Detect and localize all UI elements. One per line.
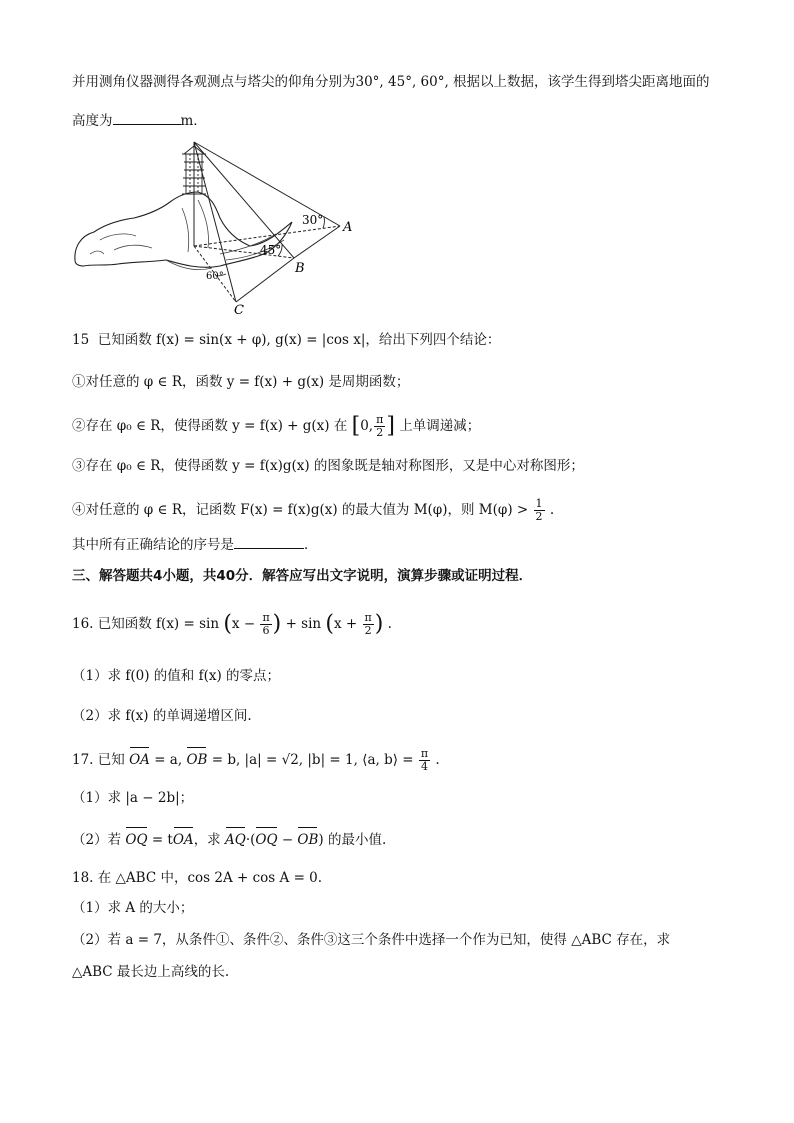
q17-stem: 17. 已知 OA = a, OB = b, |a| = √2, |b| = 1, ⟨a, b⟩ = $\frac{\pi}{4}$ . — [72, 747, 440, 773]
q14-line2: 高度为 m． — [72, 110, 207, 131]
answer-blank[interactable] — [113, 110, 181, 125]
q18-part-1: （1）求 A 的大小； — [72, 900, 194, 916]
q15-conclusion-4: ④对任意的 φ ∈ R，记函数 F(x) = f(x)g(x) 的最大值为 M(φ)，则 M(φ) > $\frac{1}{2}$ . — [72, 497, 555, 523]
q17-part-2: （2）若 OQ = tOA，求 AQ·(OQ − OB) 的最小值. — [72, 832, 387, 848]
fraction-pi-over-4: $\frac{\pi}{4}$ — [420, 747, 429, 773]
fraction-pi-over-2: $\frac{\pi}{2}$ — [364, 611, 372, 637]
fraction-pi-over-2: $\frac{\pi}{2}$ — [376, 413, 384, 439]
q18-part-2: （2）若 a = 7，从条件①、条件②、条件③这三个条件中选择一个作为已知，使得 △ABC 存在，求 — [72, 932, 671, 948]
answer-blank[interactable] — [234, 534, 304, 549]
q15-conclusion-1: ①对任意的 φ ∈ R，函数 y = f(x) + g(x) 是周期函数； — [72, 374, 410, 390]
q16-part-2: （2）求 f(x) 的单调递增区间. — [72, 708, 252, 724]
q18-stem: 18. 在 △ABC 中，cos 2A + cos A = 0. — [72, 870, 323, 886]
q16-stem: 16. 已知函数 f(x) = sin (x − $\frac{\pi}{6}$ ) + sin (x + $\frac{\pi}{2}$ ) . — [72, 611, 392, 637]
section-heading: 三、解答题共4小题，共40分．解答应写出文字说明，演算步骤或证明过程． — [72, 568, 533, 584]
point-label-b: B — [295, 261, 305, 276]
angle-label-c: 60° — [206, 271, 224, 282]
tower-figure — [70, 136, 370, 318]
fraction-one-half: $\frac{1}{2}$ — [535, 497, 543, 523]
q17-part-1: （1）求 |a − 2b|； — [72, 790, 194, 806]
q15-intro: 15 已知函数 f(x) = sin(x + φ), g(x) = |cos x|，给出下列四个结论： — [72, 332, 501, 348]
q15-conclusion-3: ③存在 φ₀ ∈ R，使得函数 y = f(x)g(x) 的图象既是轴对称图形，又是中心对称图形； — [72, 458, 584, 474]
q18-part-2-cont: △ABC 最长边上高线的长. — [72, 964, 230, 980]
q14-line1: 并用测角仪器测得各观测点与塔尖的仰角分别为30°, 45°, 60°, 根据以上数据，该学生得到塔尖距离地面的 — [72, 74, 710, 90]
q15-conclusion-2: ②存在 φ₀ ∈ R，使得函数 y = f(x) + g(x) 在 [0, $\frac{\pi}{2}$ ] 上单调递减； — [72, 413, 481, 439]
q15-answer-line: 其中所有正确结论的序号是 ． — [72, 534, 318, 555]
fraction-pi-over-6: $\frac{\pi}{6}$ — [262, 611, 270, 637]
q16-part-1: （1）求 f(0) 的值和 f(x) 的零点； — [72, 668, 281, 684]
point-label-c: C — [234, 303, 244, 318]
angle-label-a: 30° — [302, 213, 324, 227]
angle-label-b: 45° — [260, 243, 282, 257]
point-label-a: A — [343, 220, 353, 235]
